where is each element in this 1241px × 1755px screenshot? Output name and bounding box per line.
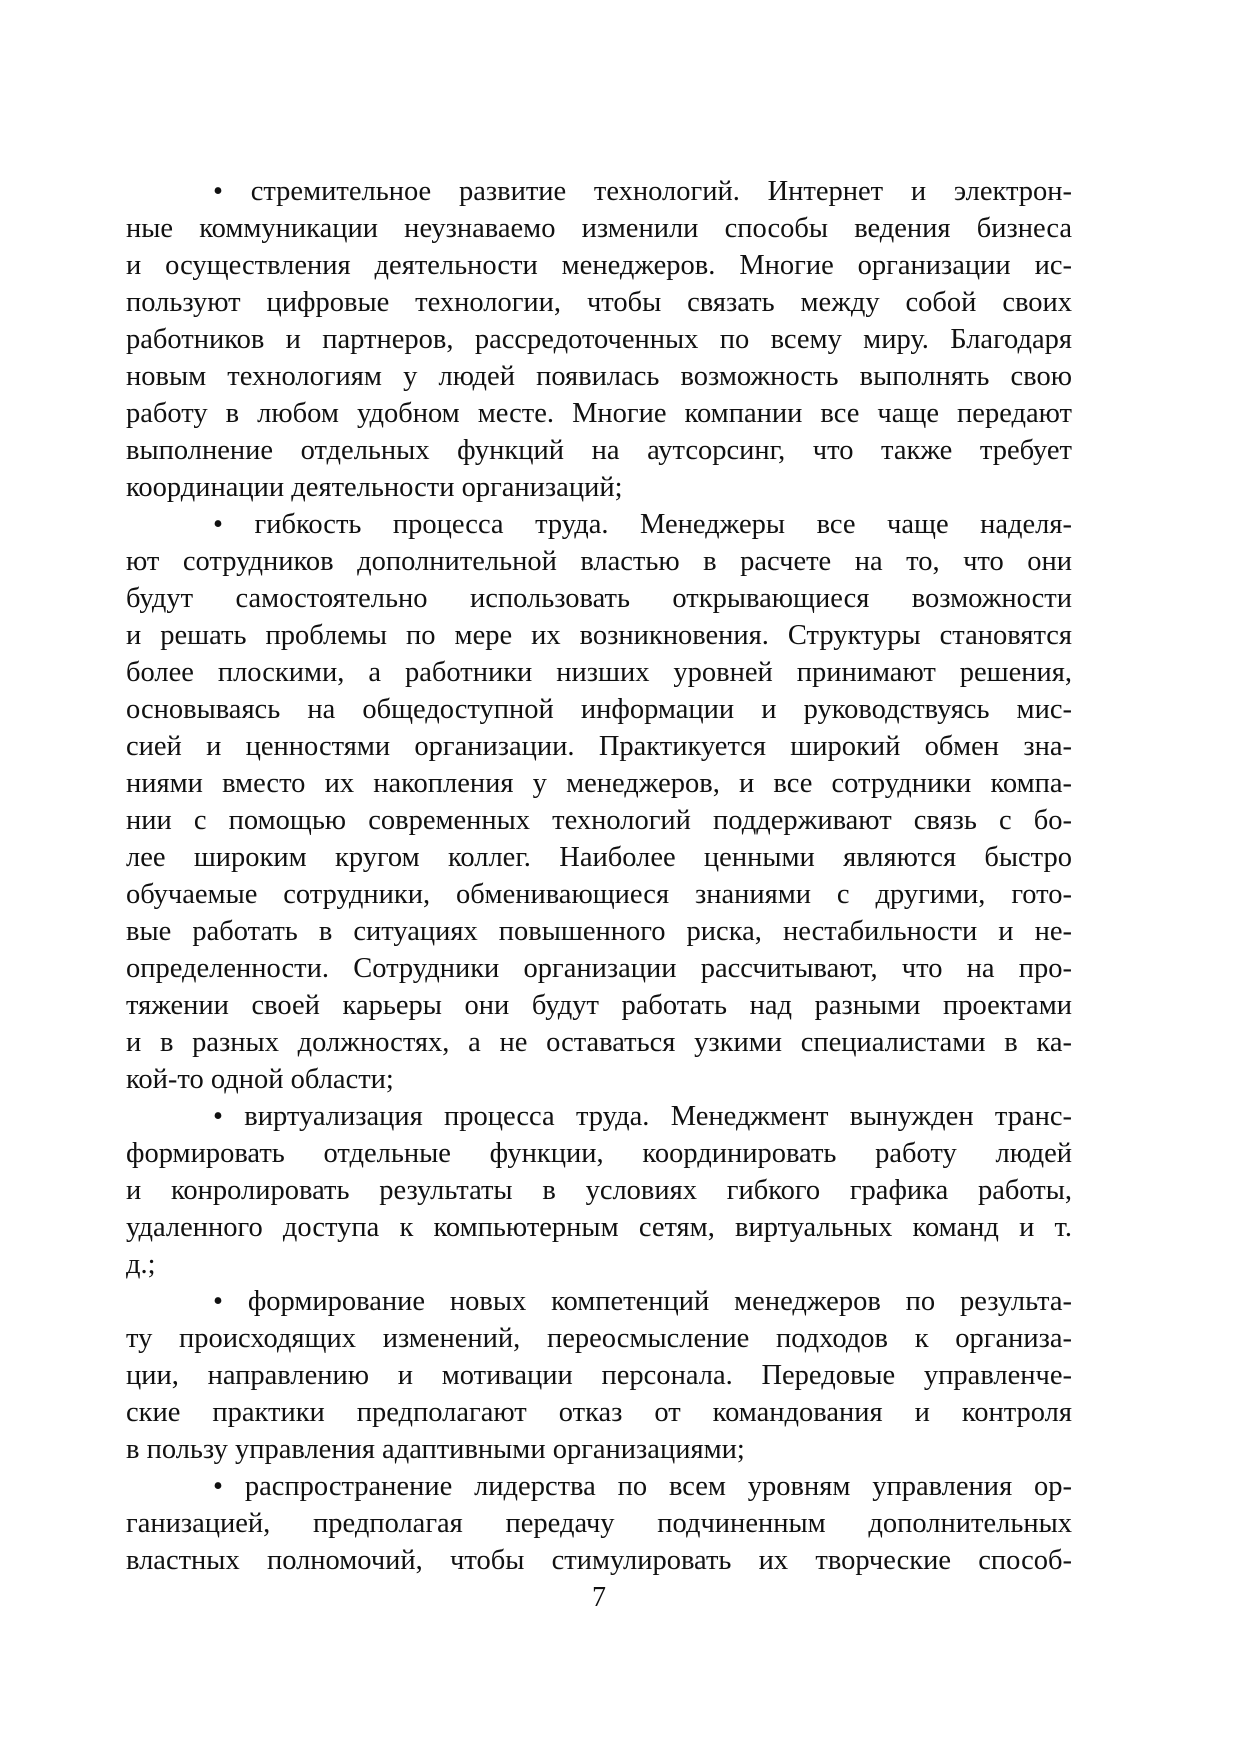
text-line: более плоскими, а работники низших уровней принимают решения, — [126, 657, 1072, 688]
bullet-paragraph — [126, 1283, 1072, 1468]
text-line: ниями вместо их накопления у менеджеров, и все сотрудники компа- — [126, 768, 1072, 799]
text-line: обучаемые сотрудники, обменивающиеся знаниями с другими, гото- — [126, 879, 1072, 910]
text-line: ганизацией, предполагая передачу подчиненным дополнительных — [126, 1508, 1072, 1539]
text-line: • гибкость процесса труда. Менеджеры все чаще наделя- — [213, 509, 1072, 540]
text-line: в пользу управления адаптивными организациями; — [126, 1434, 745, 1465]
text-line: координации деятельности организаций; — [126, 472, 623, 503]
text-line: ции, направлению и мотивации персонала. Передовые управленче- — [126, 1360, 1072, 1391]
text-line: вые работать в ситуациях повышенного риска, нестабильности и не- — [126, 916, 1072, 947]
text-line: сией и ценностями организации. Практикуется широкий обмен зна- — [126, 731, 1072, 762]
bullet-paragraph — [126, 1098, 1072, 1283]
text-line: работу в любом удобном месте. Многие компании все чаще передают — [126, 398, 1072, 429]
text-line: • формирование новых компетенций менеджеров по результа- — [213, 1286, 1072, 1317]
text-line: и конролировать результаты в условиях гибкого графика работы, — [126, 1175, 1072, 1206]
bullet-paragraph — [126, 1468, 1072, 1579]
text-line: будут самостоятельно использовать открывающиеся возможности — [126, 583, 1072, 614]
text-line: лее широким кругом коллег. Наиболее ценными являются быстро — [126, 842, 1072, 873]
text-line: работников и партнеров, рассредоточенных по всему миру. Благодаря — [126, 324, 1072, 355]
text-line: ские практики предполагают отказ от командования и контроля — [126, 1397, 1072, 1428]
text-line: ют сотрудников дополнительной властью в расчете на то, что они — [126, 546, 1072, 577]
text-line: ные коммуникации неузнаваемо изменили способы ведения бизнеса — [126, 213, 1072, 244]
text-line: удаленного доступа к компьютерным сетям, виртуальных команд и т. — [126, 1212, 1072, 1243]
page-number: 7 — [592, 1582, 606, 1613]
text-line: нии с помощью современных технологий поддерживают связь с бо- — [126, 805, 1072, 836]
bullet-paragraph — [126, 173, 1072, 506]
page-body — [126, 173, 1072, 1579]
text-line: ту происходящих изменений, переосмысление подходов к организа- — [126, 1323, 1072, 1354]
text-line: кой-то одной области; — [126, 1064, 394, 1095]
text-line: и в разных должностях, а не оставаться узкими специалистами в ка- — [126, 1027, 1072, 1058]
text-line: д.; — [126, 1249, 156, 1280]
bullet-paragraph — [126, 506, 1072, 1098]
text-line: основываясь на общедоступной информации и руководствуясь мис- — [126, 694, 1072, 725]
text-line: и осуществления деятельности менеджеров. Многие организации ис- — [126, 250, 1072, 281]
text-line: тяжении своей карьеры они будут работать над разными проектами — [126, 990, 1072, 1021]
text-line: пользуют цифровые технологии, чтобы связать между собой своих — [126, 287, 1072, 318]
text-line: • стремительное развитие технологий. Интернет и электрон- — [213, 176, 1072, 207]
text-line: новым технологиям у людей появилась возможность выполнять свою — [126, 361, 1072, 392]
text-line: властных полномочий, чтобы стимулировать их творческие способ- — [126, 1545, 1072, 1576]
text-line: • виртуализация процесса труда. Менеджмент вынужден транс- — [213, 1101, 1072, 1132]
text-line: и решать проблемы по мере их возникновения. Структуры становятся — [126, 620, 1072, 651]
text-line: • распространение лидерства по всем уровням управления ор- — [213, 1471, 1072, 1502]
text-line: определенности. Сотрудники организации рассчитывают, что на про- — [126, 953, 1072, 984]
text-line: выполнение отдельных функций на аутсорсинг, что также требует — [126, 435, 1072, 466]
text-line: формировать отдельные функции, координировать работу людей — [126, 1138, 1072, 1169]
